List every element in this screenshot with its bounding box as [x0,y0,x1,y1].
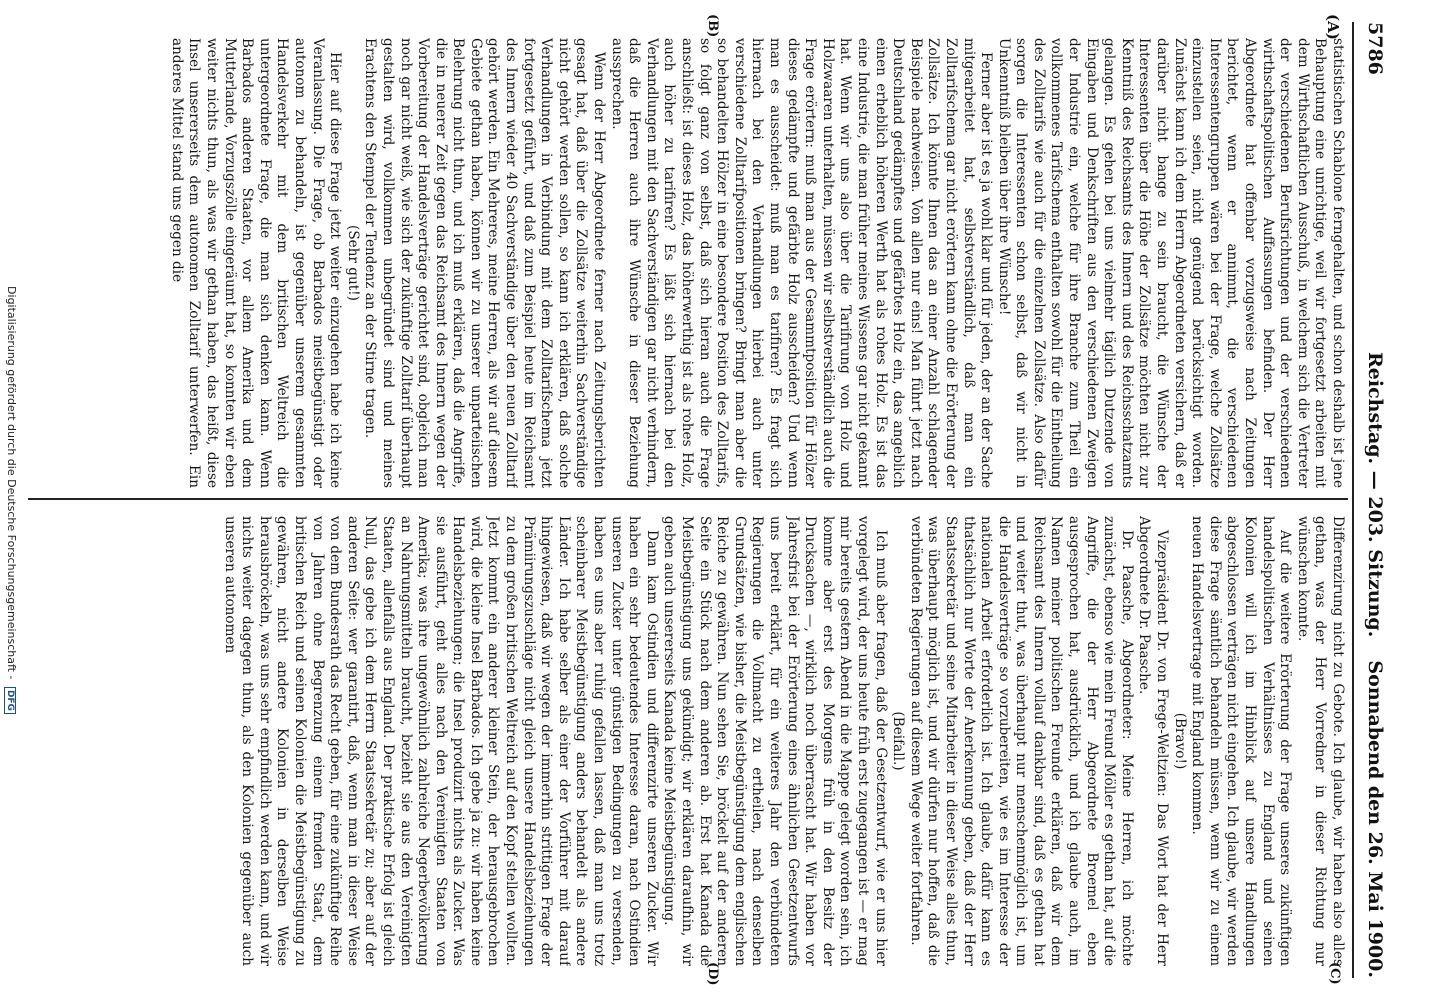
speaker-intro: Vizepräsident Dr. von Frege-Weltzien: Das Wort hat der Herr Abgeordnete Dr. Paasche. [1136,516,1171,966]
right-column [26,516,1346,966]
margin-marker-c: (C) [1327,962,1342,985]
margin-marker-d: (D) [705,962,720,986]
paragraph: statistischen Schablone ferngehalten, und schon deshalb ist jene Behauptung eine unrichtige, weil wir fortgesetzt arbeiten mit dem Wirthschaftlichen Ausschuß, in welchem sich die Vertreter der verschiedenen Berufsrichtungen und der verschiedenen wirthschaftspolitischen Auffassungen befinden. Der Herr Abgeordnete hat offenbar vorzugsweise nach Zeitungen berichtet, wenn er annimmt, die verschiedenen Interessentengruppen wären bei der Frage, welche Zollsätze einzustellen seien, nicht genügend berücksichtigt worden. Zunächst kann ich dem Herrn Abgeordneten versichern, daß er darüber nicht bange zu sein braucht, die Wünsche der Interessenten über die Höhe der Zollsätze möchten nicht zur Kenntniß des Reichsamts des Innern und des Reichsschatzamts gelangen. Es gehen bei uns vielmehr täglich Dutzende von Eingaben und Denkschriften aus den verschiedenen Zweigen der Industrie ein, welche für ihre Branche zum Theil ein vollkommenes Tarifschema enthalten sowohl für die Eintheilung des Zolltarifs wie auch für die einzelnen Zollsätze. Also dafür sorgen die Interessenten schon selbst, daß wir nicht in Unkenntniß bleiben über ihre Wünsche! [995,38,1346,488]
paragraph: Wenn der Herr Abgeordnete ferner nach Zeitungsberichten gesagt hat, daß über die Zollsätze weiterhin Sachverständige nicht gehört werden sollen, so kann ich erklären, daß solche Verhandlungen in Verbindung mit dem Zolltarifschema jetzt fortgesetzt geführt, und daß zum Beispiel heute im Reichsamt des Innern wieder 40 Sachverständige über den neuen Zolltarif gehört werden. Ein Mehreres, meine Herren, als wir auf diesem Gebiete gethan haben, können wir zu unserer unparteiischen Belehrung nicht thun, und ich muß erklären, daß die Angriffe, die in neuerer Zeit gegen das Reichsamt des Innern wegen der Vorbereitung der Handelsverträge gerichtet sind, obgleich man noch gar nicht weiß, wie sich der zukünftige Zolltarif überhaupt gestalten wird, vollkommen unbegründet sind und meines Erachtens den Stempel der Tendenz an der Stirne tragen. [362,38,608,488]
paragraph: Hier auf diese Frage jetzt weiter einzugehen habe ich keine Veranlassung. Die Frage, ob Barbados meistbegünstigt oder autonom zu behandeln, ist gegenüber unserem gesammten Handelsverkehr mit dem britischen Weltreich die untergeordnete Frage, die man sich denken kann. Wenn Barbados anderen Staaten, vor allem Amerika und dem Mutterlande, Vorzugszölle eingeräumt hat, so konnten wir eben weiter nichts thun, als was wir gethan haben, das heißt, diese Insel unsererseits dem autonomen Zolltarif unterwerfen. Ein anderes Mittel stand uns gegen die [168,38,344,488]
page-header [1358,22,1386,978]
margin-marker-b: (B) [705,14,720,38]
paragraph: Dann kam Ostindien und differenzirte unseren Zucker. Wir haben ein sehr bedeutendes Interesse daran, nach Ostindien unseren Zucker unter günstigen Bedingungen zu versenden, haben es uns aber ruhig gefallen lassen, daß man uns trotz scheinbarer Meistbegünstigung anders behandelt als andere Länder. Ich habe selber als einer der Vorführer mit darauf hingewiesen, daß wir wegen der immerhin strittigen Frage der Prämiirungszuschläge nicht gleich unsere Handelsbeziehungen zu dem großen britischen Weltreich auf den Kopf stellen wollten. Jetzt kommt ein anderer kleiner Stein, der herausgebrochen wird, die kleine Insel Barbados. Ich gebe ja zu: wir haben keine Handelsbeziehungen; die Insel produzirt nichts als Zucker. Was sie ausführt, geht alles nach den Vereinigten Staaten von Amerika; was ihre ungewöhnlich zahlreiche Negerbevölkerung an Nahrungsmitteln braucht, bezieht sie aus den Vereinigten Staaten, allenfalls aus England. Der praktische Erfolg ist gleich Null, das gebe ich dem Herrn Staatssekretär zu; aber auf der anderen Seite: wer garantirt, daß, wenn man in dieser Weise von dem Bundesrath das Recht geben, für eine zukünftige Reihe von Jahren ohne Begrenzung einem fremden Staat, dem britischen Reich und seinen Kolonien die Meistbegünstigung zu gewähren, nicht andere Kolonien in derselben Weise herausbröckeln, was uns sehr empfindlich werden kann, und wir nichts weiter dagegen thun, als den Kolonien gegenüber auch unseren autonomen [221,516,660,966]
credit-text: Digitalisierung gefördert durch die Deutsche Forschungsgemeinschaft - [5,286,18,680]
dfg-logo: DFG [4,687,16,714]
paragraph: Dr. Paasche, Abgeordneter: Meine Herren, ich möchte zunächst, ebenso wie mein Freund Möller es gethan hat, auf die Angriffe, die der Herr Abgeordnete Broemel eben ausgesprochen hat, ausdrücklich, und ich glaube auch, im Namen meiner politischen Freunde erklären, daß wir dem Reichsamt des Innern vollauf dankbar sind, daß es gethan hat und weiter thut, was überhaupt nur menschenmöglich ist, um die Handelsverträge so vorzubereiten, wie es im Interesse der nationalen Arbeit erforderlich ist. Ich glaube, dafür kann es thatsächlich nur Worte der Anerkennung geben, daß der Herr Staatssekretär und seine Mitarbeiter in dieser Weise alles thun, was überhaupt möglich ist, und wir dürfen nur hoffen, daß die verbündeten Regierungen auf diesem Wege weiter fortfahren. [907,516,1135,966]
reaction-note: (Sehr gut!) [344,225,361,301]
paragraph: Differenzirung nicht zu Gebote. Ich glaube, wir haben also alles gethan, was der Herr Vorredner in dieser Richtung nur wünschen konnte. [1294,516,1346,966]
reaction-note: (Beifall.) [890,711,907,771]
margin-marker-a: (A) [1324,14,1342,40]
paragraph: Ich muß aber fragen, daß der Gesetzentwurf, wie er uns hier vorgelegt wird, der uns heute früh erst zugegangen ist — er mag mir bereits gestern Abend in die Mappe gelegt worden sein, ich komme aber erst des Morgens früh in den Besitz der Drucksachen —, wirklich noch überrascht hat. Wir haben vor Jahresfrist bei der Erörterung eines ähnlichen Gesetzentwurfs uns bereit erklärt, für ein weiteres Jahr den verbündeten Regierungen die Vollmacht zu ertheilen, nach denselben Grundsätzen, wie bisher, die Meistbegünstigung dem englischen Reiche zu gewähren. Nun sehen Sie, bröckelt auf der anderen Seite ein Stück nach dem anderen ab. Erst hat Kanada die Meistbegünstigung uns gekündigt; wir erklären daraufhin, wir geben auch unsererseits Kanada keine Meistbegünstigung. [661,516,889,966]
page-number: 5786 [1364,22,1386,75]
session-title: Reichstag. — 203. Sitzung. [1364,352,1386,638]
reaction-note: (Bravo!) [1171,712,1188,770]
paragraph: Ferner aber ist es ja wohl klar und für jeden, der an der Sache mitgearbeitet hat, selbstverständlich, daß man ein Zolltarifschema gar nicht erörtern kann ohne die Erörterung der Zollsätze. Ich könnte Ihnen das an einer Anzahl schlagender Beispiele nachweisen. Von allen nur eins! Man führt jetzt nach Deutschland gedämpftes und gefärbtes Holz ein, das angeblich einen erheblich höheren Werth hat als rohes Holz. Es ist das eine Industrie, die man früher meines Wissens gar nicht gekannt hat. Wenn wir uns also über die Tarifirung von Holz und Holzwaaren unterhalten, müssen wir selbstverständlich auch die Frage erörtern: muß man aus der Gesammtposition für Hölzer dieses gedämpfte und gefärbte Holz ausscheiden? Und wenn man es ausscheidet: muß man es tarifiren? Es fragt sich hiernach bei den Verhandlungen hierbei auch unter verschiedene Zolltarifpositionen bringen? Bringt man aber die so behandelten Hölzer in eine besondere Position des Zolltarifs, so folgt ganz von selbst, daß sich hieran auch die Frage anschließt: ist dieses Holz, das höherwerthig ist als rohes Holz, auch höher zu tarifiren? Es läßt sich hiernach bei den Verhandlungen mit den Sachverständigen gar nicht verhindern, daß die Herren auch ihre Wünsche in dieser Beziehung aussprechen. [608,38,995,488]
paragraph: Auf die weitere Erörterung der Frage unseres zukünftigen handelspolitischen Verhältnisses zu England und seinen Kolonien will ich im Hinblick auf unsere Handlungen abgeschlossen verträgen nicht eingehen. Ich glaube, wir werden diese Frage sämtlich behandeln müssen, wenn wir zu einem neuen Handelsvertrage mit England kommen. [1189,516,1294,966]
digitization-credit [0,0,18,1000]
session-date: Sonnabend den 26. Mai 1900. [1364,660,1386,978]
column-divider [28,498,1348,500]
left-column [26,38,1346,488]
header-rule [1352,22,1354,978]
